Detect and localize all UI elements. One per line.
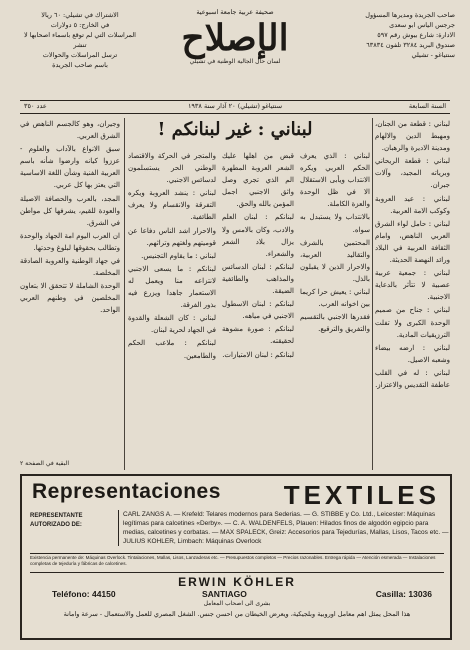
paragraph: المجد، بالعرب والحصافة الاصيلة والعودة للقيم، يشرفها كل مواطن في الشرق.	[20, 194, 120, 227]
paragraph: لبنانكم : لبنان الاسطول الاجنبي في مياهه.	[222, 300, 294, 321]
ad-rep-line: AUTORIZADO DE:	[30, 522, 82, 528]
masthead-block	[170, 8, 300, 65]
paragraph: لبناني : له في القلب عاطفة التقديس والاعتزاز.	[375, 368, 450, 389]
ad-title	[32, 480, 440, 510]
issue-date: سنتياغو (تشيلي) ٢٠ آذار سنة ١٩٣٨	[187, 102, 283, 110]
paragraph: وجيران، وهو كالجسم الناهض في الشرق العربي.	[20, 120, 120, 141]
paragraph: والمتجر في الحركة والاقتصاد الوطني الحر يستسلمون لدسائس الاجنبي.	[128, 152, 216, 185]
paragraph: لبناني : كان الشعلة والقدوة في الجهاد لحرية لبنان.	[128, 314, 216, 335]
ad-arabic-heading: بشرى الى اصحاب المعامل	[203, 600, 271, 607]
paragraph: بالانتداب ولا يستبدل به سواه.	[300, 213, 370, 234]
header-right-line: الادارة: شارع بيوش رقم ٥٩٧	[377, 31, 455, 39]
paragraph: لبناني : عيد العروبة وكوكب الامة العربية.	[375, 194, 450, 215]
issue-number: عدد ٣٥٠	[24, 102, 47, 110]
textile-advertisement	[20, 474, 452, 640]
ad-fine-print: Existencia permanente de: Máquinas Overlock. Tintalaciones, Mallas, Lisos, Lanzaderas etc. — Presupuestos completos — Precios razonables. Entrega rápida — Atención esmerada — Instalaciones completas de tejeduría y fábricas de calcetines.	[30, 553, 444, 567]
ad-representative-label	[30, 512, 112, 530]
paragraph: لبنانكم : لبنان العلم والادب، وكان بالامس ولا يزال بلاد الشعر والشعراء.	[222, 213, 294, 258]
paragraph: ان العرب اليوم امة الجهاد والوحدة وتطالب بحقوقها لبلوغ وحدتها.	[20, 231, 120, 252]
ad-postbox: Casilla: 13036	[375, 589, 432, 599]
paragraph: لبناني : يعيش حرا كريما بين اخوانه العرب.	[300, 288, 370, 309]
header-left-line: الاشتراك في تشيلي: ٦٠ ريالا	[41, 11, 119, 19]
article-column-4	[128, 150, 216, 470]
masthead-title: الإصلاح	[181, 17, 289, 59]
header-left-line: في الخارج: ٥ دولارات	[50, 21, 110, 29]
ad-title-textiles: TEXTILES	[283, 480, 440, 510]
ad-title-representaciones: Representaciones	[32, 480, 221, 503]
paragraph: الوحدة الشاملة لا تتحقق الا بتعاون المخلصين في وطنهم العربي الواحد.	[20, 282, 120, 315]
paragraph: والاحرار اشد الناس دفاعا عن قوميتهم ولغتهم وتراثهم.	[128, 226, 216, 247]
publisher-info	[330, 10, 455, 60]
paragraph: المحتمين بالشرف والتقاليد العربية، والاحرار الذين لا يقبلون بالذل.	[300, 238, 370, 283]
paragraph: لبنانكم : صورة مشوهة لحقيقته.	[222, 325, 294, 346]
paragraph: لبنانكم : لبنان الدسائس والمذاهب والطائفية الضيقة.	[222, 262, 294, 296]
article-headline: لبناني : غير لبنانكم !	[157, 119, 313, 140]
paragraph: لبناني : ارضه بيضاء وشعبه الاصيل.	[375, 343, 450, 364]
paragraph: فقدرها الاجنبي بالتقسيم والتفريق والترقيع.	[300, 313, 370, 334]
ad-companies-list: CARL ZANGS A. — Krefeld: Telares modernos para Sederias. — G. STIBBE y Co. Ltd., Leicester: Máquinas legítimas para calcetines «Derby». — C. A. WALDENFELS, Plauen: Hilados finos de algodón egipcio para medias, calcetines y corbatas. — MAX SPALECK, Greiz: Accesorios para Tejedurías, Mallas, Lisos, Tacos etc. — JULIUS KOHLER, Limbach: Máquinas Overlock	[118, 510, 449, 546]
header-left-line: باسم صاحب الجريدة	[52, 61, 108, 69]
paragraph: لبنانكم : ما يسعى الاجنبي لانتزاعه منا ويعمل له الاستعمار جاهدا ويزرع فيه بذور الفرقة.	[128, 264, 216, 310]
issue-info-bar	[20, 100, 450, 114]
header-right-line: سنتياغو - تشيلي	[411, 51, 455, 59]
paragraph: لبنانكم : لبنان الامتيازات.	[222, 350, 294, 359]
article-column-3	[222, 150, 294, 470]
ad-arabic-text: هذا المحل يمثل اهم معامل اوروبية وبلجيكية، ويعرض الخيطان من احسن جنس. الشغل المصري للعمل والاستعمال - سرعة وامانة	[63, 610, 411, 618]
ad-city: SANTIAGO	[202, 589, 247, 599]
masthead-tagline: صحيفة عربية جامعة اسبوعية	[196, 8, 274, 16]
paragraph: سبق الانواع بالآداب والعلوم - عززوا كيانه وارضوا شأنه باسم العربية الفنية وشأن اللغة الاساسية التي يعتز بها كل عربي.	[20, 145, 120, 190]
paragraph: لبناني : قطعة الريحاني وبرياته المجيد، وآلات جبران.	[375, 157, 450, 190]
paragraph: لبناني : ما يقاوم التجنيس.	[141, 251, 216, 260]
paragraph: لبنانكم : ملاعب الحكم والطامعين.	[128, 339, 216, 360]
paragraph: قبض من اهلها عليك الشعر العروبة المطهرة الم الذي تجري وصل واثق الاجنبي اجمل المؤمن بالله والحق.	[222, 152, 294, 209]
masthead-subtitle: لسان حال الجالية الوطنية في تشيلي	[189, 58, 281, 65]
paragraph: لبناني : ينشد العروبة ويكره التفرقة والانقسام ولا يعرف الطائفية.	[128, 189, 216, 222]
ad-business-name: ERWIN KÖHLER	[30, 572, 444, 589]
paragraph: لبناني : الذي يعرف الحكم العربي ويكره الانتداب ويأبى الاستقلال الا في ظل الوحدة والعزة الكاملة.	[300, 152, 370, 209]
paragraph: لبناني : قطعة من الجنان، ومهبط الدين والالهام ومدينة الاديرة والرهبان.	[375, 120, 450, 153]
column-divider	[124, 118, 125, 470]
article-column-2	[300, 150, 370, 470]
issue-year: السنة السابعة	[408, 102, 446, 110]
paragraph: لبناني : حامل لواء الشرق العربي الناهض، وامام الثقافة العربية في البلاد ورائد النهضة الحديثة.	[375, 219, 450, 265]
header-right-line: صاحب الجريدة ومديرها المسؤول	[365, 11, 455, 19]
ad-rep-line: REPRESENTANTE	[30, 513, 83, 519]
paragraph: في جهاد الوطنية والعروبة الصادقة المخلصة.	[20, 257, 120, 278]
ad-phone: Teléfono: 44150	[52, 589, 116, 599]
header-right-line: جرجس الياس ابو سعدى	[389, 21, 455, 29]
header-left-line: المراسلات التي لم توقع باسماء اصحابها لا تنشر	[23, 31, 136, 49]
continuation-note: البقية في الصفحة ٢	[20, 459, 70, 467]
header-right-line: صندوق البريد ٣٢٨٤ تلفون ٦٣٨٣٤	[366, 41, 455, 49]
header-left-line: ترسل المراسلات والحوالات	[42, 51, 118, 59]
paragraph: لبناني : جناح من صميم الوحدة الكبرى ولا تفلت الترزيقيات المادية.	[375, 306, 450, 339]
subscription-info	[20, 10, 140, 70]
article-column-1	[375, 118, 450, 470]
column-divider	[372, 118, 373, 470]
article-column-5	[20, 118, 120, 470]
paragraph: لبناني : جمعية عربية عصبية لا تتأثر بالدعاية الاجنبية.	[375, 269, 450, 302]
